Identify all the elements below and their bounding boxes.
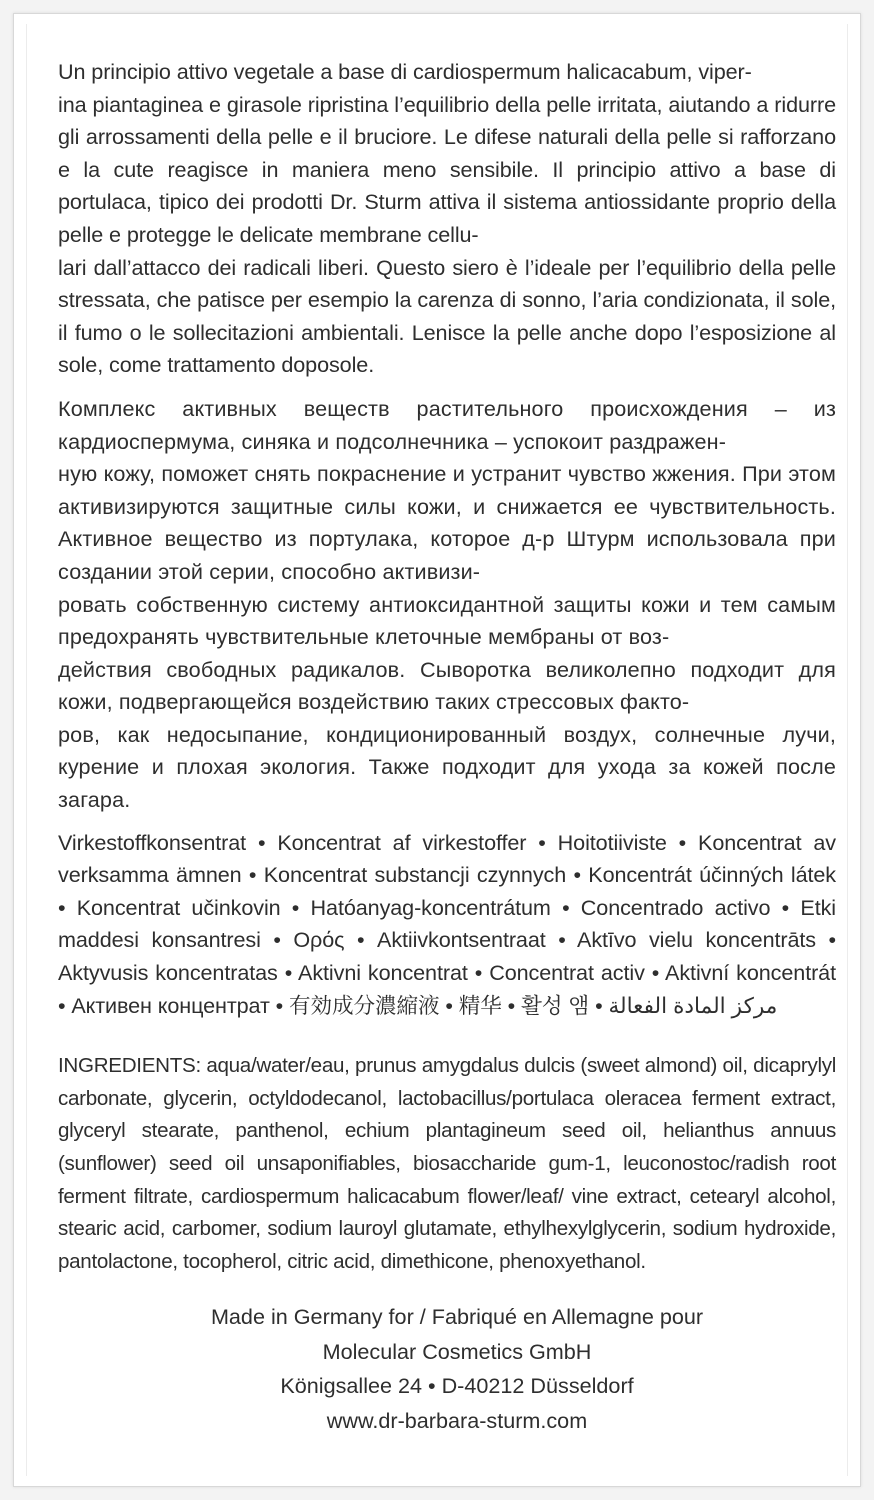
package-panel: [13, 13, 861, 1487]
company-name: Molecular Cosmetics GmbH: [322, 1338, 592, 1364]
website: www.dr-barbara-sturm.com: [326, 1407, 588, 1433]
ingredients-list: INGREDIENTS: aqua/water/eau, prunus amygdalus dulcis (sweet almond) oil, dicaprylyl carbonate, glycerin, octyldodecanol, lactobacillus/portulaca oleracea ferment extract, glyceryl stearate, panthenol, echium plantagineum seed oil, helianthus annuus (sunflower) seed oil unsaponifiables, biosaccharide gum-1, leuconostoc/radish root ferment filtrate, cardiospermum halicacabum flower/leaf/ vine extract, cetearyl alcohol, stearic acid, carbomer, sodium lauroyl glutamate, ethylhexylglycerin, sodium hydroxide, pantolactone, tocopherol, citric acid, dimethicone, phenoxyethanol.: [58, 1054, 836, 1273]
made-in-line: Made in Germany for / Fabriqué en Allemagne pour: [210, 1304, 704, 1330]
russian-description: Комплекс активных веществ растительного происхождения – из кардиоспермума, синяка и подсолнечника – успокоит раздражен- ную кожу, поможет снять покраснение и устранит чувство жжения. При этом активизируются защитные силы кожи, и снижается ее чувствительность. Активное вещество из портулака, которое д-р Штурм использовала при создании этой серии, способно активизи- ровать собственную систему антиоксидантной защиты кожи и тем самым предохранять чувствительные клеточные мембраны от воз- действия свободных радикалов. Сыворотка великолепно подходит для кожи, подвергающейся воздействию таких стрессовых факто- ров, как недосыпание, кондиционированный воздух, солнечные лучи, курение и плохая экология. Также подходит для ухода за кожей после загара.: [58, 395, 836, 813]
company-address: Königsallee 24 • D-40212 Düsseldorf: [280, 1373, 634, 1399]
italian-description: Un principio attivo vegetale a base di cardiospermum halicacabum, viper- ina piantaginea e girasole ripristina l’equilibrio della pelle irritata, aiutando a ridurre gli arrossamenti della pelle e il bruciore. Le difese naturali della pelle si rafforzano e la cute reagisce in maniera meno sensibile. Il principio attivo a base di portulaca, tipico dei prodotti Dr. Sturm attiva il sistema antiossidante proprio della pelle e protegge le delicate membrane cellu- lari dall’attacco dei radicali liberi. Questo siero è l’ideale per l’equilibrio della pelle stressata, che patisce per esempio la carenza di sonno, l’aria condizionata, il sole, il fumo o le sollecitazioni ambientali. Lenisce la pelle anche dopo l’esposizione al sole, come trattamento doposole.: [58, 59, 836, 378]
product-name-translations: Virkestoffkonsentrat • Koncentrat af virkestoffer • Hoitotiiviste • Koncentrat av verksamma ämnen • Koncentrat substancji czynnych • Koncentrát účinných látek • Koncentrat učinkovin • Hatóanyag-koncentrátum • Concentrado activo • Etki maddesi konsantresi • Ορός • Aktiivkontsentraat • Aktīvo vielu koncentrāts • Aktyvusis koncentratas • Aktivni koncentrat • Concentrat activ • Aktivní koncentrát • Активен концентрат • 有効成分濃縮液 • 精华 • 활성 앰 • مركز المادة الفعالة: [58, 829, 836, 1018]
package-text: [58, 56, 836, 1438]
manufacturer-info: [58, 1300, 836, 1438]
